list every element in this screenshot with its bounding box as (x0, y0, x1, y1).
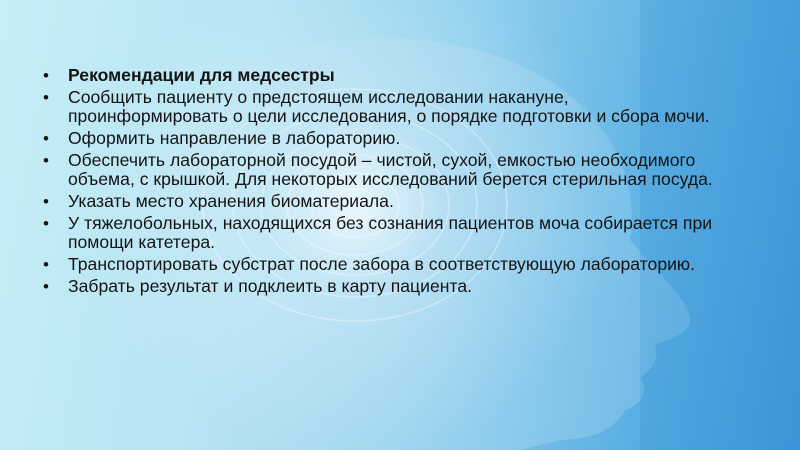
list-item (40, 151, 730, 189)
list-item-text: Оформить направление в лабораторию. (68, 128, 401, 148)
list-item-text: Обеспечить лабораторной посудой – чистой, сухой, емкостью необходимого объема, с крышкой. Для некоторых исследований берется стерильная посуда. (68, 150, 713, 189)
list-item-heading (40, 66, 730, 85)
bullet-icon: • (43, 255, 49, 274)
bullet-icon: • (43, 129, 49, 148)
bullet-icon: • (43, 151, 49, 170)
bullet-icon: • (43, 214, 49, 233)
list-item (40, 129, 730, 148)
list-item-text: Указать место хранения биоматериала. (68, 191, 394, 211)
bullet-list (40, 66, 730, 296)
bullet-icon: • (43, 88, 49, 107)
list-item (40, 192, 730, 211)
list-item-text: Забрать результат и подклеить в карту пациента. (68, 276, 472, 296)
list-item-text: У тяжелобольных, находящихся без сознания пациентов моча собирается при помощи катетера. (68, 213, 713, 252)
list-item-text: Рекомендации для медсестры (68, 65, 335, 85)
list-item-text: Транспортировать субстрат после забора в соответствующую лабораторию. (68, 254, 696, 274)
bullet-icon: • (43, 66, 49, 85)
bullet-icon: • (43, 192, 49, 211)
list-item (40, 88, 730, 126)
list-item-text: Сообщить пациенту о предстоящем исследовании накануне, проинформировать о цели исследования, о порядке подготовки и сбора мочи. (68, 87, 710, 126)
list-item (40, 277, 730, 296)
list-item (40, 255, 730, 274)
list-item (40, 214, 730, 252)
bullet-icon: • (43, 277, 49, 296)
bullet-list-container (40, 66, 730, 299)
